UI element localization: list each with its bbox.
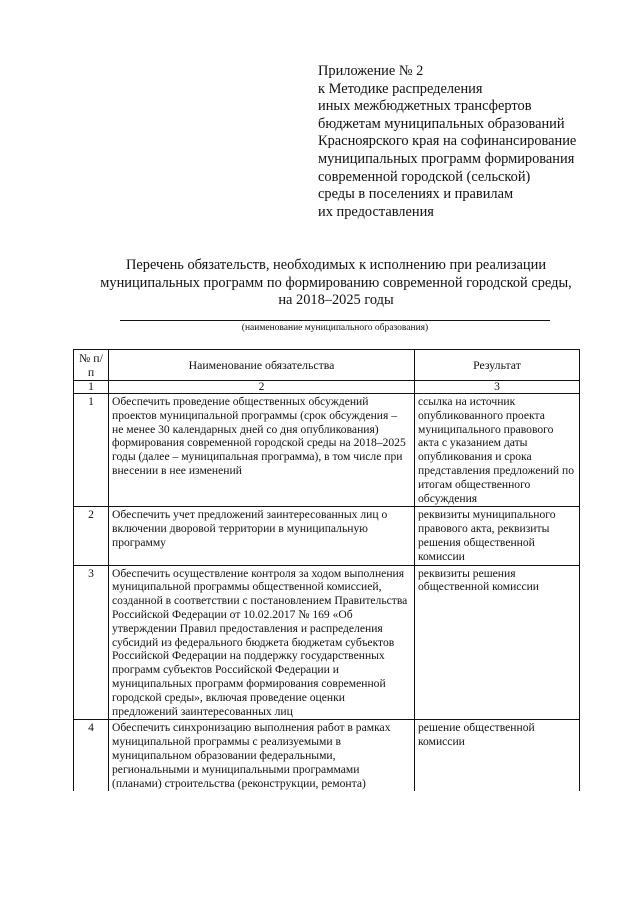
annex-line: Красноярского края на софинансирование xyxy=(318,133,577,150)
row-number: 4 xyxy=(74,720,109,791)
annex-line: Приложение № 2 xyxy=(318,63,424,79)
row-number: 2 xyxy=(74,507,109,565)
annex-line: современной городской (сельской) xyxy=(318,168,531,185)
column-number: 1 xyxy=(74,381,109,394)
annex-line: к Методике распределения xyxy=(318,80,483,97)
obligation-cell: Обеспечить синхронизацию выполнения работ в рамках муниципальной программы с реализуемыми в муниципальном образовании федеральными, региональными и муниципальными программами (планами) строительства (реконструкции, ремонта) xyxy=(109,720,415,791)
column-number: 3 xyxy=(415,381,580,394)
annex-line: их предоставления xyxy=(318,203,434,220)
header-obligation: Наименование обязательства xyxy=(109,350,415,381)
obligation-cell: Обеспечить учет предложений заинтересованных лиц о включении дворовой территории в муниципальную программу xyxy=(109,507,415,565)
row-number: 3 xyxy=(74,565,109,720)
annex-line: среды в поселениях и правилам xyxy=(318,186,514,203)
title-line: на 2018–2025 годы xyxy=(278,292,394,309)
municipality-blank-line xyxy=(120,320,550,321)
header-result: Результат xyxy=(415,350,580,381)
document-title xyxy=(60,257,612,310)
municipality-caption: (наименование муниципального образования) xyxy=(241,323,429,333)
table-row xyxy=(74,507,580,565)
table-row xyxy=(74,565,580,720)
column-number: 2 xyxy=(109,381,415,394)
result-cell: ссылка на источник опубликованного проекта муниципального правового акта с указанием даты опубликования и срока представления предложений по итогам общественного обсуждения xyxy=(415,394,580,507)
result-cell: реквизиты решения общественной комиссии xyxy=(415,565,580,720)
annex-line: иных межбюджетных трансфертов xyxy=(318,98,532,115)
annex-block xyxy=(318,63,576,221)
obligation-cell: Обеспечить осуществление контроля за ходом выполнения муниципальной программы общественной комиссией, созданной в соответствии с постановлением Правительства Российской Федерации от 10.02.2017 № 169 «Об утверждении Правил предоставления и распределения субсидий из федерального бюджета бюджетам субъектов Российской Федерации на поддержку государственных программ субъектов Российской Федерации и муниципальных программ формирования современной городской среды», включая проведение оценки предложений заинтересованных лиц xyxy=(109,565,415,720)
table-row xyxy=(74,394,580,507)
obligations-table xyxy=(73,349,580,791)
result-cell: решение общественной комиссии xyxy=(415,720,580,791)
table-row xyxy=(74,720,580,791)
title-line: Перечень обязательств, необходимых к исполнению при реализации xyxy=(125,257,547,273)
title-line: муниципальных программ по формированию современной городской среды, xyxy=(100,274,572,291)
obligation-cell: Обеспечить проведение общественных обсуждений проектов муниципальной программы (срок обсуждения – не менее 30 календарных дней со дня опубликования) формирования современной городской среды на 2018–2025 годы (далее – муниципальная программа), в том числе при внесении в нее изменений xyxy=(109,394,415,507)
column-numbers-row xyxy=(74,381,580,394)
header-number: № п/п xyxy=(74,350,109,381)
annex-line: бюджетам муниципальных образований xyxy=(318,115,565,132)
table-header-row xyxy=(74,350,580,381)
result-cell: реквизиты муниципального правового акта, реквизиты решения общественной комиссии xyxy=(415,507,580,565)
row-number: 1 xyxy=(74,394,109,507)
annex-line: муниципальных программ формирования xyxy=(318,150,575,167)
